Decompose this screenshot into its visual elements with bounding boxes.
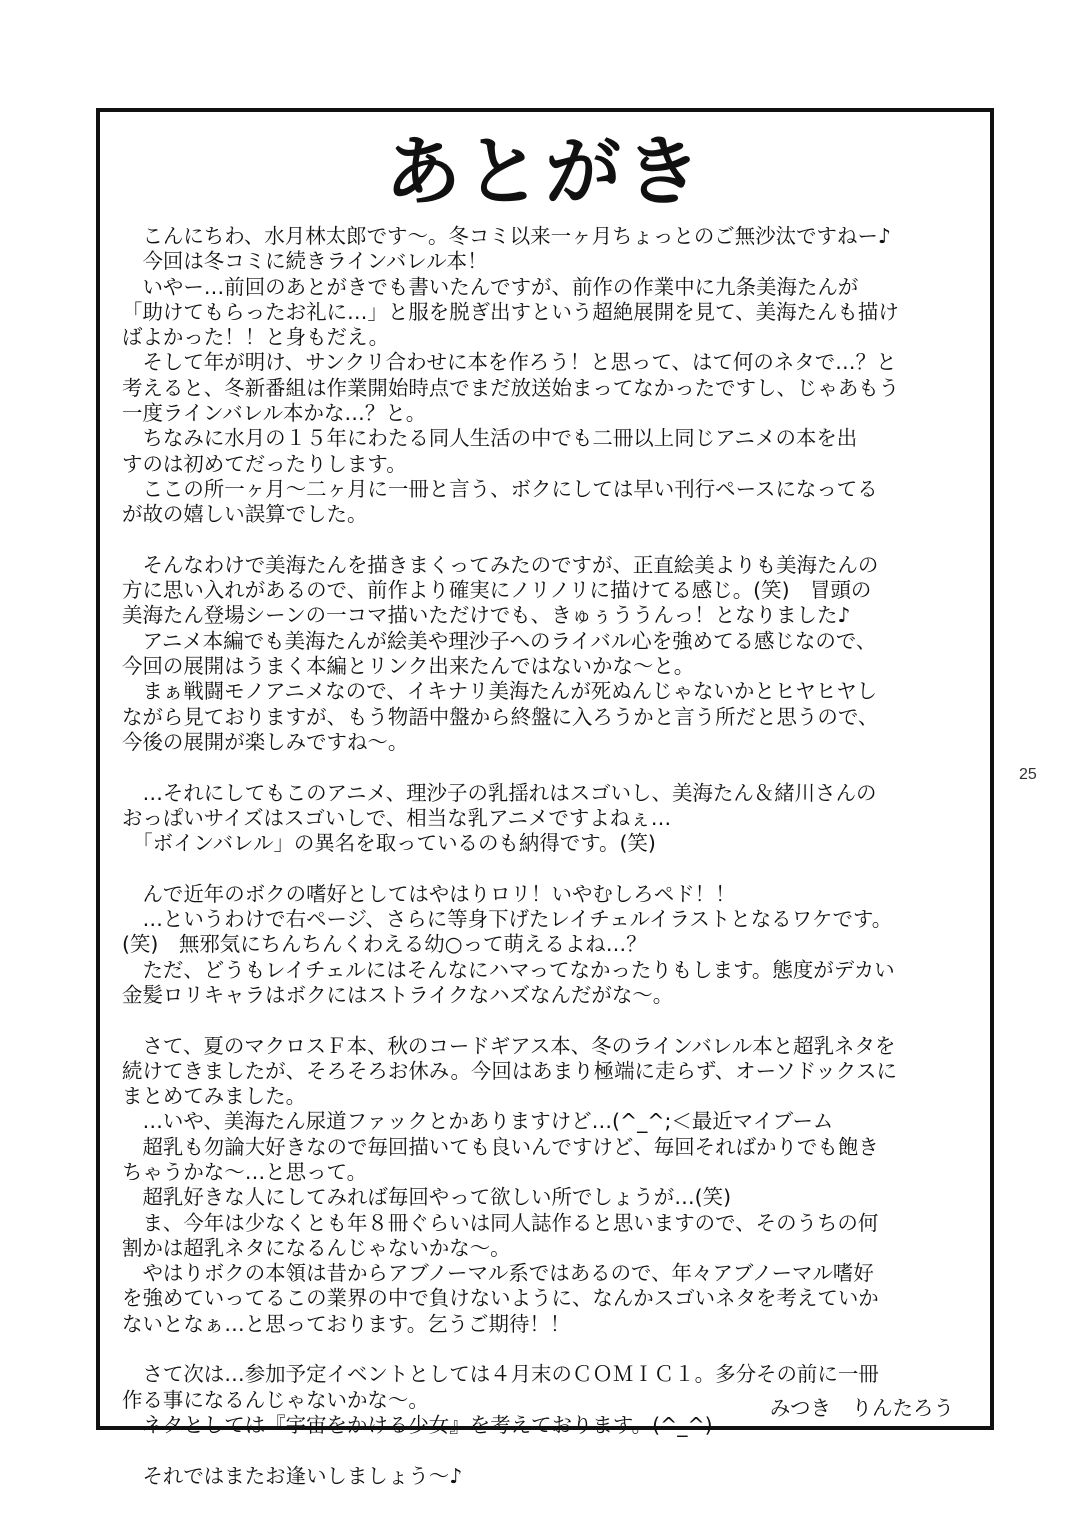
text-line: 美海たん登場シーンの一コマ描いただけでも、きゅぅううんっ！となりました♪ — [122, 603, 851, 628]
text-line: ないとなぁ…と思っております。乞うご期待！！ — [122, 1311, 571, 1336]
text-line — [122, 1008, 980, 1033]
text-line — [122, 1438, 980, 1463]
text-line — [122, 528, 980, 553]
text-line: そして年が明け、サンクリ合わせに本を作ろう！と思って、はて何のネタで…？と — [122, 350, 897, 375]
text-line: まとめてみました。 — [122, 1084, 307, 1109]
text-line: 割かは超乳ネタになるんじゃないかな〜。 — [122, 1235, 511, 1260]
text-line: ただ、どうもレイチェルにはそんなにハマってなかったりもします。態度がデカい — [122, 957, 895, 982]
text-line: さて次は…参加予定イベントとしては４月末のＣＯＭＩＣ１。多分その前に一冊 — [122, 1362, 879, 1387]
text-line: (笑) 無邪気にちんちんくわえる幼○って萌えるよね…？ — [122, 932, 647, 957]
text-line: そんなわけで美海たんを描きまくってみたのですが、正直絵美よりも美海たんの — [122, 552, 879, 577]
text-line: が故の嬉しい誤算でした。 — [122, 502, 368, 527]
text-line: それではまたお逢いしましょう〜♪ — [122, 1463, 463, 1488]
text-line: おっぱいサイズはスゴいしで、相当な乳アニメですよねぇ… — [122, 805, 672, 830]
text-line — [122, 1337, 980, 1362]
text-line: 方に思い入れがあるので、前作より確実にノリノリに描けてる感じ。(笑) 冒頭の — [122, 578, 872, 603]
text-line: ちゃうかな〜…と思って。 — [122, 1159, 368, 1184]
text-line: を強めていってるこの業界の中で負けないように、なんかスゴいネタを考えていか — [122, 1286, 879, 1311]
text-line — [122, 856, 980, 881]
text-line: 超乳も勿論大好きなので毎回描いても良いんですけど、毎回そればかりでも飽き — [122, 1134, 879, 1159]
text-line: 続けてきましたが、そろそろお休み。今回はあまり極端に走らず、オーソドックスに — [122, 1058, 897, 1083]
text-line: 「助けてもらったお礼に…」と服を脱ぎ出すという超絶展開を見て、美海たんも描け — [122, 299, 899, 324]
text-line: やはりボクの本領は昔からアブノーマル系ではあるので、年々アブノーマル嗜好 — [122, 1261, 874, 1286]
text-line: すのは初めてだったりします。 — [122, 451, 407, 476]
text-line: さて、夏のマクロスＦ本、秋のコードギアス本、冬のラインバレル本と超乳ネタを — [122, 1033, 896, 1058]
text-line: いやー…前回のあとがきでも書いたんですが、前作の作業中に九条美海たんが — [122, 274, 859, 299]
text-line: ここの所一ヶ月〜二ヶ月に一冊と言う、ボクにしては早い刊行ペースになってる — [122, 476, 878, 501]
text-line: ながら見ておりますが、もう物語中盤から終盤に入ろうかと言う所だと思うので、 — [122, 704, 879, 729]
text-line: …というわけで右ページ、さらに等身下げたレイチェルイラストとなるワケです。 — [122, 907, 893, 932]
text-line: まぁ戦闘モノアニメなので、イキナリ美海たんが死ぬんじゃないかとヒヤヒヤし — [122, 679, 878, 704]
author-signature: みつき りんたろう — [769, 1396, 954, 1420]
text-line: 今後の展開が楽しみですね〜。 — [122, 729, 409, 754]
text-line: ま、今年は少なくとも年８冊ぐらいは同人誌作ると思いますので、そのうちの何 — [122, 1210, 879, 1235]
text-line: ネタとしては『宇宙をかける少女』を考えております。(^_^) — [122, 1412, 713, 1437]
text-line: ちなみに水月の１５年にわたる同人生活の中でも二冊以上同じアニメの本を出 — [122, 426, 858, 451]
text-line: 作る事になるんじゃないかな〜。 — [122, 1387, 429, 1412]
text-line: アニメ本編でも美海たんが絵美や理沙子へのライバル心を強めてる感じなので、 — [122, 628, 877, 653]
text-line: 今回の展開はうまく本編とリンク出来たんではないかな〜と。 — [122, 654, 695, 679]
text-line: んで近年のボクの嗜好としてはやはりロリ！いやむしろペド！！ — [122, 881, 736, 906]
text-line: 一度ラインバレル本かな…？と。 — [122, 401, 427, 426]
page-title: あとがき — [385, 127, 705, 216]
afterword-frame — [96, 108, 994, 1488]
text-line: 考えると、冬新番組は作業開始時点でまだ放送始まってなかったですし、じゃあもう — [122, 375, 900, 400]
text-line: ばよかった！！と身もだえ。 — [122, 325, 390, 350]
text-line: 「ボインバレル」の異名を取っているのも納得です。(笑) — [122, 831, 656, 856]
text-line: 金髪ロリキャラはボクにはストライクなハズなんだがな〜。 — [122, 982, 674, 1007]
text-line: …いや、美海たん尿道ファックとかありますけど…(^_^;＜最近マイブーム — [122, 1109, 834, 1134]
text-line: 超乳好きな人にしてみれば毎回やって欲しい所でしょうが…(笑) — [122, 1185, 732, 1210]
text-line: こんにちわ、水月林太郎です〜。冬コミ以来一ヶ月ちょっとのご無沙汰ですねー♪ — [122, 224, 891, 248]
text-line: …それにしてもこのアニメ、理沙子の乳揺れはスゴいし、美海たん＆緒川さんの — [122, 780, 877, 805]
page-number: 25 — [1019, 766, 1037, 783]
text-line: 今回は冬コミに続きラインバレル本！ — [122, 249, 488, 274]
afterword-text — [122, 224, 982, 1489]
text-line — [122, 755, 980, 780]
